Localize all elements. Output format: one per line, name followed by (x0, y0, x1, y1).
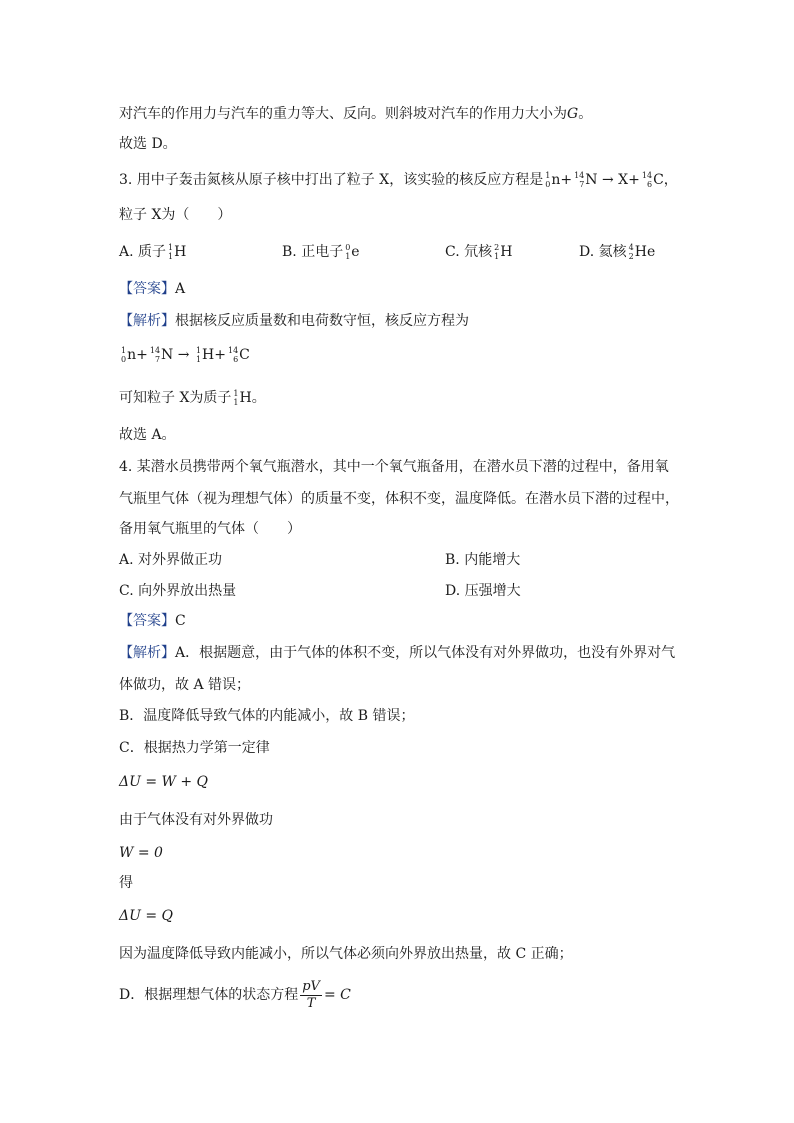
answer-value: A (175, 281, 186, 297)
punctuation: ， (663, 172, 678, 188)
plus-sign: + (136, 347, 148, 363)
particle-x: X (618, 172, 629, 188)
text-segment: A．根据题意，由于气体的体积不变，所以气体没有对外界做功，也没有外界对气 (175, 645, 676, 661)
text-segment: 故选 D。 (119, 136, 177, 152)
atomic-number: 1 (195, 355, 202, 364)
symbol: C (239, 347, 250, 363)
text-segment: C．根据热力学第一定律 (119, 740, 270, 756)
question-4-options-row-2 (119, 581, 679, 601)
reaction-equation (119, 345, 679, 365)
symbol: H (202, 347, 215, 363)
equation-rest: = C (323, 987, 351, 1003)
text-line-2 (119, 134, 679, 154)
explanation-4-line-6 (119, 873, 679, 893)
mass-number: 0 (345, 243, 351, 252)
nuclide-nitrogen (148, 345, 173, 365)
atomic-number: 1 (168, 252, 174, 261)
explanation-3-choice (119, 425, 679, 445)
explanation-3 (119, 311, 679, 331)
explanation-4-line-3 (119, 706, 679, 726)
fraction-numerator: pV (302, 978, 320, 994)
text-segment: 得 (119, 875, 133, 891)
option-a[interactable] (119, 242, 186, 262)
mass-number: 1 (195, 346, 202, 355)
atomic-number: 0 (121, 355, 127, 364)
option-c[interactable]: C. 向外界放出热量 (119, 583, 237, 599)
symbol: C (653, 172, 664, 188)
question-4-line-2 (119, 489, 679, 509)
atomic-number: 1 (233, 398, 239, 407)
punctuation: 。 (578, 106, 593, 122)
atomic-number: 6 (646, 180, 653, 189)
symbol: N (161, 347, 174, 363)
option-d[interactable]: D. 压强增大 (445, 583, 521, 599)
text-segment: D．根据理想气体的状态方程 (119, 987, 299, 1003)
symbol: He (634, 244, 656, 260)
atomic-number: 1 (494, 252, 500, 261)
mass-number: 2 (494, 243, 500, 252)
text-segment: 备用氧气瓶里的气体（ ） (119, 521, 301, 537)
text-segment: 体做功，故 A 错误； (119, 677, 251, 693)
option-b[interactable]: B. 内能增大 (445, 552, 521, 568)
reaction-arrow: → (177, 347, 190, 363)
symbol: H (174, 244, 187, 260)
mass-number: 1 (168, 243, 174, 252)
text-segment: 由于气体没有对外界做功 (119, 812, 273, 828)
question-3-stem (119, 170, 679, 190)
mass-number: 1 (545, 171, 551, 180)
explanation-4-line-5 (119, 810, 679, 830)
text-segment: 粒子 X为（ ） (119, 207, 232, 223)
answer-tag: 【答案】 (119, 613, 175, 629)
text-segment: B．温度降低导致气体的内能减小，故 B 错误； (119, 708, 415, 724)
option-a[interactable]: A. 对外界做正功 (119, 552, 223, 568)
explanation-4-line-2 (119, 675, 679, 695)
fraction-denominator: T (306, 995, 316, 1011)
mass-number: 1 (233, 389, 239, 398)
atomic-number: 0 (545, 180, 551, 189)
explanation-tag: 【解析】 (119, 645, 175, 661)
text-segment: 因为温度降低导致内能减小，所以气体必须向外界放出热量，故 C 正确； (119, 946, 573, 962)
plus-sign: + (214, 347, 226, 363)
text-segment: 气瓶里气体（视为理想气体）的质量不变，体积不变，温度降低。在潜水员下潜的过程中， (119, 491, 679, 507)
question-4-options-row-1 (119, 550, 679, 570)
symbol: e (351, 244, 360, 260)
answer-4 (119, 611, 679, 631)
text-segment: 故选 A。 (119, 427, 176, 443)
option-b[interactable] (282, 242, 360, 262)
text-segment: 根据核反应质量数和电荷数守恒，核反应方程为 (175, 313, 469, 329)
text-segment: 对汽车的作用力与汽车的重力等大、反向。则斜坡对汽车的作用力大小为 (119, 106, 567, 122)
text-segment: 可知粒子 X为质子 (119, 390, 232, 406)
mass-number: 14 (149, 346, 161, 355)
text-line-1 (119, 104, 679, 124)
nuclide-nitrogen (572, 170, 597, 190)
answer-3 (119, 279, 679, 299)
question-3-prompt (119, 205, 679, 225)
mass-number: 4 (628, 243, 634, 252)
nuclide-carbon (640, 170, 664, 190)
state-equation-fraction (300, 979, 322, 1012)
equation-work-zero: W = 0 (119, 845, 163, 861)
symbol: n (551, 172, 561, 188)
answer-tag: 【答案】 (119, 281, 175, 297)
option-d[interactable] (579, 242, 655, 262)
mass-number: 14 (641, 171, 653, 180)
atomic-number: 1 (345, 252, 351, 261)
symbol: H (500, 244, 513, 260)
explanation-4-line-7 (119, 944, 679, 964)
text-segment: 4. 某潜水员携带两个氧气瓶潜水，其中一个氧气瓶备用，在潜水员下潜的过程中，备用氧 (119, 459, 669, 475)
mass-number: 14 (574, 171, 585, 180)
equation-first-law: ΔU = W + Q (119, 774, 209, 790)
nuclide-proton (194, 345, 214, 365)
plus-sign: + (628, 172, 640, 188)
answer-value: C (175, 613, 186, 629)
option-label: B. 正电子 (282, 244, 344, 260)
equation-delta-u: ΔU = Q (119, 908, 174, 924)
mass-number: 1 (121, 346, 127, 355)
symbol: n (127, 347, 137, 363)
nuclide-carbon (226, 345, 250, 365)
symbol: H (239, 390, 252, 406)
atomic-number: 7 (154, 355, 161, 364)
symbol: N (585, 172, 598, 188)
question-3-options (119, 242, 679, 262)
atomic-number: 7 (579, 180, 585, 189)
mass-number: 14 (227, 346, 239, 355)
variable-g: G (567, 106, 579, 122)
text-segment: 3. 用中子轰击氮核从原子核中打出了粒子 X，该实验的核反应方程是 (119, 172, 544, 188)
reaction-arrow: → (601, 172, 614, 188)
explanation-3-conclusion (119, 388, 679, 408)
atomic-number: 2 (628, 252, 634, 261)
option-label: C. 氘核 (445, 244, 493, 260)
question-4-line-1 (119, 457, 679, 477)
explanation-4-line-1 (119, 643, 679, 663)
explanation-4-line-4 (119, 738, 679, 758)
option-label: D. 氦核 (579, 244, 627, 260)
option-label: A. 质子 (119, 244, 167, 260)
option-c[interactable] (445, 242, 512, 262)
plus-sign: + (560, 172, 573, 188)
nuclide-neutron (543, 170, 560, 190)
punctuation: 。 (251, 390, 266, 406)
question-4-prompt (119, 519, 679, 539)
explanation-tag: 【解析】 (119, 313, 175, 329)
explanation-4-line-8 (119, 978, 679, 1012)
nuclide-neutron (119, 345, 136, 365)
atomic-number: 6 (233, 355, 239, 364)
